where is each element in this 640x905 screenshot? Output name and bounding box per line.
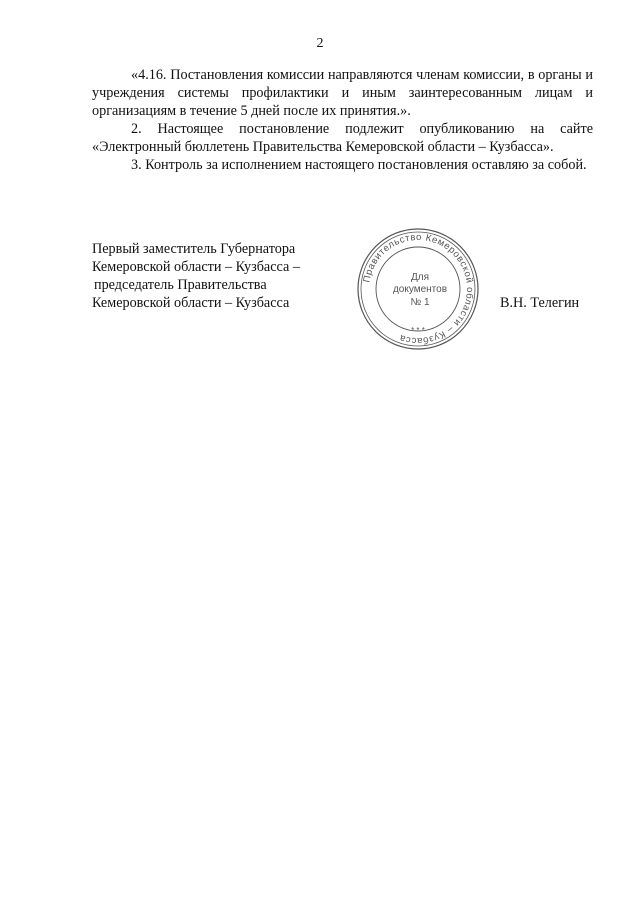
official-seal [354, 225, 482, 353]
signatory-title-line: Кемеровской области – Кузбасса [92, 295, 290, 311]
page-number: 2 [316, 36, 324, 51]
svg-text:Для: Для [410, 272, 430, 283]
paragraph-3-control: 3. Контроль за исполнением настоящего постановления оставляю за собой. [131, 157, 587, 173]
signatory-title-line: Кемеровской области – Кузбасса – [92, 259, 300, 275]
signer-name: В.Н. Телегин [500, 295, 580, 311]
svg-text:№ 1: № 1 [410, 297, 430, 308]
signatory-title-line: председатель Правительства [94, 277, 267, 293]
svg-text:* * *: * * * [411, 326, 425, 335]
signatory-title [92, 240, 322, 312]
paragraph-4-16: «4.16. Постановления комиссии направляются членам комиссии, в органы и учреждения системы профилактики и иным заинтересованным лицам и организациям в течение 5 дней после их принятия.». [92, 67, 593, 119]
paragraph-2-publication: 2. Настоящее постановление подлежит опубликованию на сайте «Электронный бюллетень Правительства Кемеровской области – Кузбасса». [92, 121, 593, 155]
svg-text:документов: документов [392, 284, 448, 295]
document-body [92, 66, 593, 174]
svg-text:Правительство Кемеровской обла: Правительство Кемеровской области – Кузбасса [361, 231, 476, 347]
signatory-title-line: Первый заместитель Губернатора [92, 241, 296, 257]
